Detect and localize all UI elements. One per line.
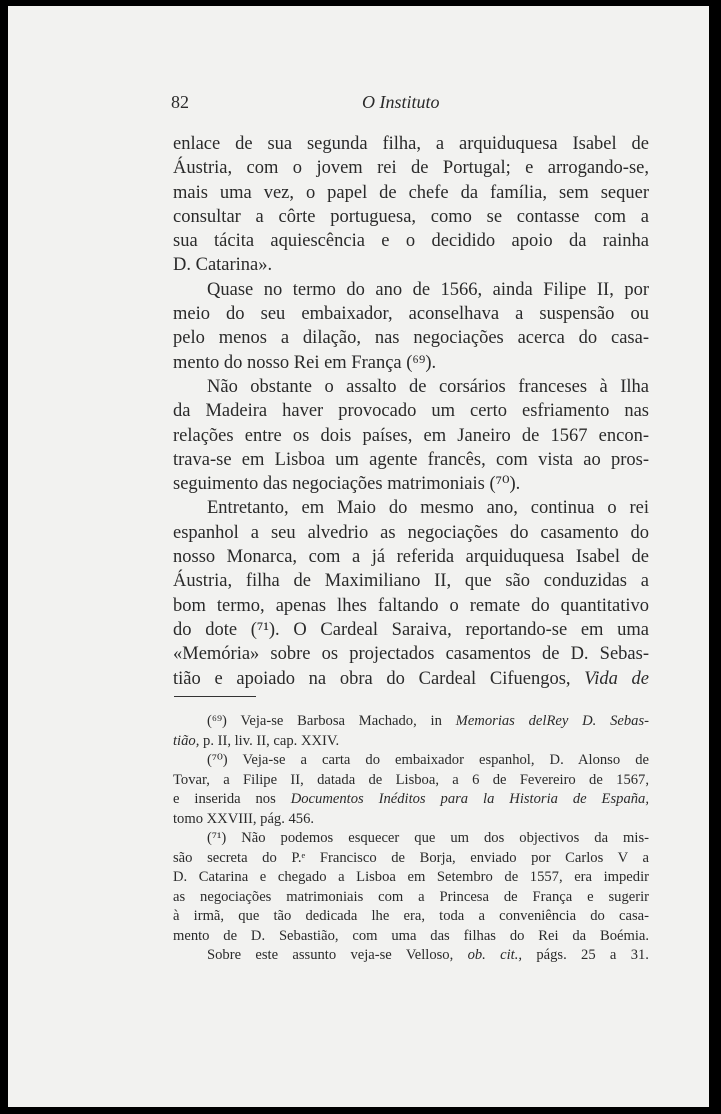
body-text [173,132,649,691]
text-line: meio do seu embaixador, aconselhava a suspensão ou [173,304,649,325]
footnote-line: tomo XXVIII, pág. 456. [173,810,315,827]
text-line: Não obstante o assalto de corsários franceses à Ilha [207,376,649,397]
footnote-line: Tovar, a Filipe II, datada de Lisboa, a 6 de Fevereiro de 1567, [173,771,649,788]
text-line: «Memória» sobre os projectados casamentos de D. Sebas- [173,644,649,665]
page-number: 82 [171,92,189,112]
footnote-text: págs. 25 a 31. [536,947,649,963]
text-line: enlace de sua segunda filha, a arquiduquesa Isabel de [173,134,649,154]
footnote-mark: (⁷¹) [207,830,227,846]
text-line-roman: tião e apoiado na obra do Cardeal Cifuengos, [173,668,571,689]
book-page [8,6,709,1107]
footnote-italic: Memorias delRey D. Sebas- [455,713,650,729]
footnote-text: Veja-se a carta do embaixador espanhol, D. Alonso de [242,752,649,768]
footnote-line [173,732,649,752]
footnote-italic: ob. cit., [467,947,522,963]
text-line: mais uma vez, o papel de chefe da família, sem sequer [173,182,649,203]
text-line: trava-se em Lisboa um agente francês, com vista ao pros- [173,449,649,470]
footnote-line: à irmã, que tão dedicada lhe era, toda a conveniência do casa- [173,908,649,924]
text-line: pelo menos a dilação, nas negociações acerca do casa- [173,328,649,349]
text-line: Áustria, com o jovem rei de Portugal; e arrogando-se, [173,158,649,179]
text-line: Quase no termo do ano de 1566, ainda Filipe II, por [207,279,649,300]
footnote-mark: (⁷⁰) [207,752,228,768]
footnote-71 [173,829,649,849]
footnote-italic: Documentos Inéditos para la Historia de España, [290,791,649,807]
text-line: D. Catarina». [173,255,273,276]
text-line-italic: Vida de [584,668,650,689]
text-line: Entretanto, em Maio do mesmo ano, continua o rei [207,498,649,519]
footnote-line: as negociações matrimoniais com a Princesa de França e sugerir [173,888,649,905]
running-title: O Instituto [362,92,440,112]
footnote-line [173,946,649,966]
footnote-text: Veja-se Barbosa Machado, in [240,713,442,729]
footnotes [173,712,649,966]
text-line: Áustria, filha de Maximiliano II, que são conduzidas a [173,571,649,592]
text-line: bom termo, apenas lhes faltando o remate do quantitativo [173,595,649,616]
footnote-line: mento de D. Sebastião, com uma das filhas do Rei da Boémia. [173,927,649,944]
text-line: consultar a côrte portuguesa, como se contasse com a [173,206,649,227]
footnote-text: Não podemos esquecer que um dos objectivos da mis- [241,830,650,846]
footnote-line: D. Catarina e chegado a Lisboa em Setembro de 1557, era impedir [173,869,649,885]
footnote-divider [174,696,256,697]
text-line: relações entre os dois países, em Janeiro de 1567 encon- [173,425,649,446]
footnote-70 [173,751,649,771]
text-line: do dote (⁷¹). O Cardeal Saraiva, reportando-se em uma [173,619,649,640]
text-line: sua tácita aquiescência e o decidido apoio da rainha [173,231,649,252]
text-line [173,667,649,691]
footnote-mark: (⁶⁹) [207,713,227,729]
footnote-italic: tião, [173,732,200,749]
text-line: nosso Monarca, com a já referida arquiduquesa Isabel de [173,547,649,568]
footnote-text: e inserida nos [173,791,276,807]
text-line: mento do nosso Rei em França (⁶⁹). [173,352,437,373]
footnote-69 [173,712,649,732]
footnote-text: Sobre este assunto veja-se Velloso, [207,947,454,963]
text-line: seguimento das negociações matrimoniais (⁷⁰). [173,474,521,495]
text-line: espanhol a seu alvedrio as negociações do casamento do [173,522,649,543]
footnote-line: são secreta do P.ᵉ Francisco de Borja, enviado por Carlos V a [173,849,649,866]
footnote-line [173,790,649,810]
footnote-text: p. II, liv. II, cap. XXIV. [203,732,340,749]
text-line: da Madeira haver provocado um certo esfriamento nas [173,401,649,422]
